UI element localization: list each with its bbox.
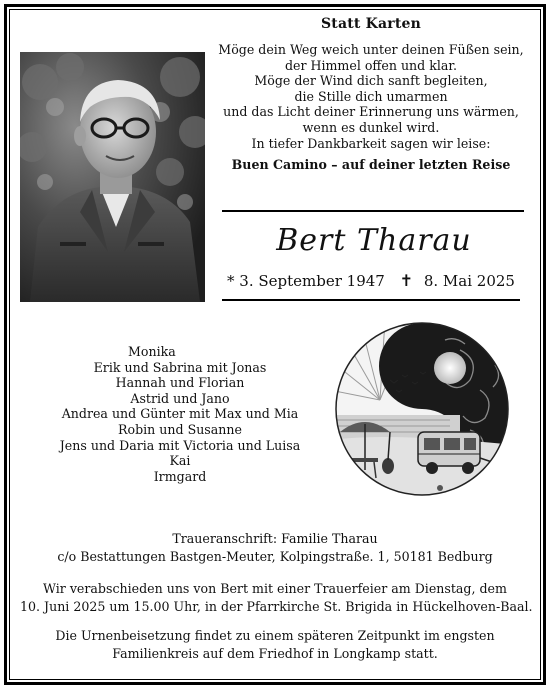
portrait-photo <box>20 52 205 302</box>
divider-bottom <box>222 299 520 301</box>
birth-date: * 3. September 1947 <box>227 272 385 290</box>
poem-lines <box>216 42 526 151</box>
yin-yang-beach-camper-illustration <box>330 320 515 498</box>
poem-line: In tiefer Dankbarkeit sagen wir leise: <box>251 135 491 151</box>
service-line: Wir verabschieden uns von Bert mit einer Trauerfeier am Dienstag, dem <box>43 581 507 596</box>
cross-icon: ✝ <box>399 271 414 290</box>
family-member: Astrid und Jano <box>130 390 230 406</box>
urn-line: Familienkreis auf dem Friedhof in Longkamp statt. <box>112 646 438 661</box>
family-member: Jens und Daria mit Victoria und Luisa <box>59 437 301 453</box>
family-list <box>40 344 320 484</box>
poem-line: Möge dein Weg weich unter deinen Füßen sein, <box>218 42 524 57</box>
deceased-name: Bert Tharau <box>276 223 472 258</box>
family-member: Robin und Susanne <box>118 421 242 437</box>
yin-yang-beach-camper-illustration-icon <box>330 320 515 498</box>
family-member: Irmgard <box>153 468 207 484</box>
family-member: Hannah und Florian <box>115 375 245 391</box>
address-line: Traueranschrift: Familie Tharau <box>172 531 378 546</box>
address-line: c/o Bestattungen Bastgen-Meuter, Kolpingstraße. 1, 50181 Bedburg <box>57 549 493 564</box>
family-member: Monika <box>128 344 176 359</box>
poem-line: die Stille dich umarmen <box>294 88 448 104</box>
death-date: 8. Mai 2025 <box>423 272 515 290</box>
poem-line: wenn es dunkel wird. <box>302 119 440 135</box>
poem-line: und das Licht deiner Erinnerung uns wärmen, <box>223 104 519 120</box>
family-member: Andrea und Günter mit Max und Mia <box>61 406 299 422</box>
closing-line: Buen Camino – auf deiner letzten Reise <box>231 157 511 173</box>
urn-burial-text <box>20 627 530 663</box>
divider-top <box>222 210 524 212</box>
service-line: 10. Juni 2025 um 15.00 Uhr, in der Pfarrkirche St. Brigida in Hückelhoven-Baal. <box>20 599 533 614</box>
life-dates <box>212 271 530 290</box>
mourning-address <box>30 530 520 566</box>
poem-block <box>216 16 526 172</box>
urn-line: Die Urnenbeisetzung findet zu einem späteren Zeitpunkt im engsten <box>55 628 495 643</box>
funeral-service-text <box>20 580 533 616</box>
family-member: Kai <box>169 453 191 469</box>
heading-statt-karten: Statt Karten <box>320 16 422 32</box>
portrait-photo-icon <box>20 52 205 302</box>
poem-line: Möge der Wind dich sanft begleiten, <box>254 73 488 89</box>
poem-line: der Himmel offen und klar. <box>284 57 458 73</box>
family-member: Erik und Sabrina mit Jonas <box>93 359 267 375</box>
